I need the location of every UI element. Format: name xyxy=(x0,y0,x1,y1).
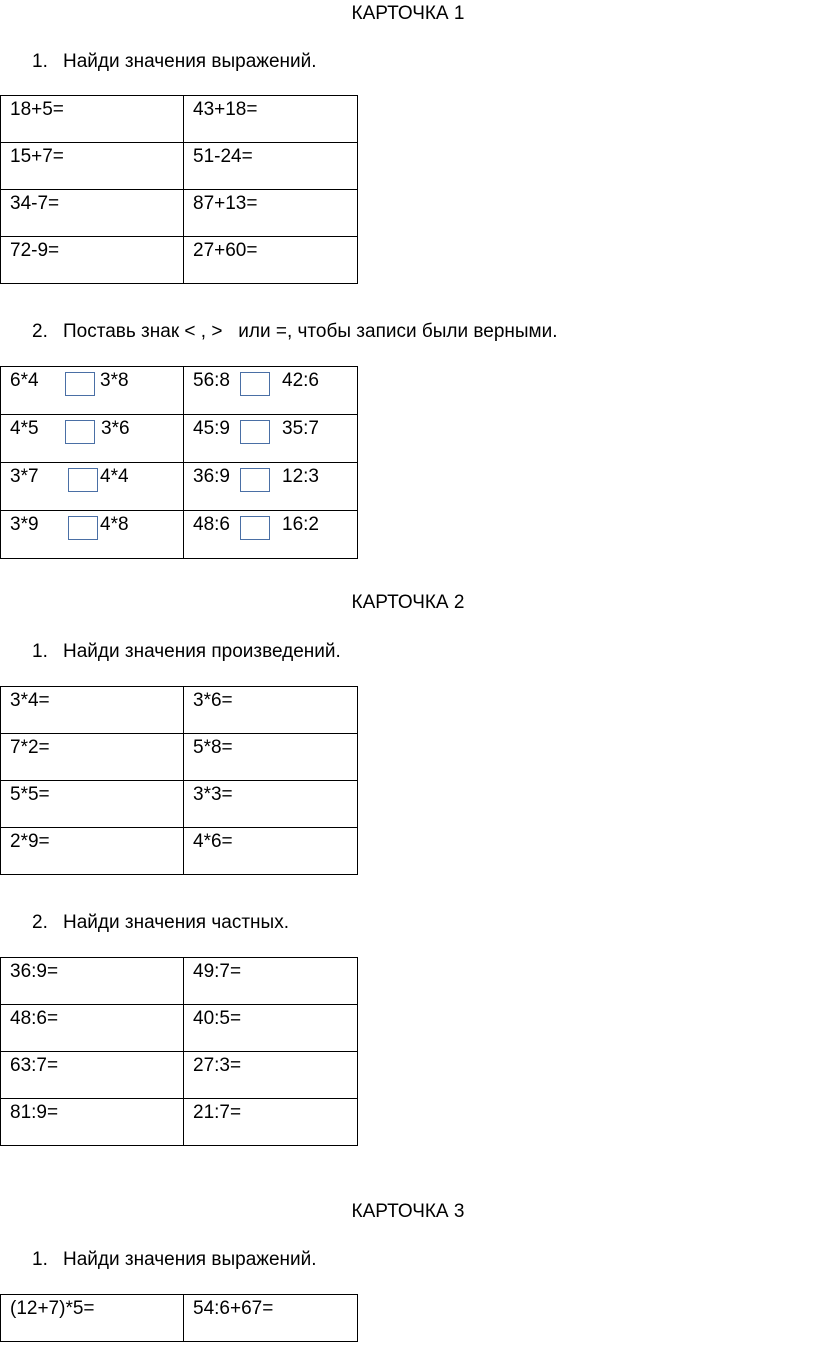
expression: 48:6= xyxy=(10,1008,59,1029)
answer-box[interactable] xyxy=(240,372,270,396)
expression: 5*5= xyxy=(10,784,50,805)
compare-left: 3*7 xyxy=(10,466,39,487)
compare-left: 36:9 xyxy=(193,466,230,487)
table-cell xyxy=(184,1099,358,1146)
table-cell xyxy=(1,1295,184,1342)
table-cell xyxy=(184,190,358,237)
card1-title: КАРТОЧКА 1 xyxy=(351,3,465,24)
expression: 27:3= xyxy=(193,1055,242,1076)
expression: 18+5= xyxy=(10,99,64,120)
table-cell xyxy=(1,415,184,463)
compare-right: 3*6 xyxy=(101,418,130,439)
compare-left: 4*5 xyxy=(10,418,39,439)
card2-task1-heading xyxy=(32,641,341,663)
task-text: Найди значения выражений. xyxy=(63,1249,317,1270)
table-cell xyxy=(184,1295,358,1342)
answer-box[interactable] xyxy=(240,516,270,540)
table-row xyxy=(1,687,358,734)
expression: 5*8= xyxy=(193,737,233,758)
answer-box[interactable] xyxy=(240,468,270,492)
table-row xyxy=(1,1005,358,1052)
table-cell xyxy=(184,96,358,143)
table-cell xyxy=(184,734,358,781)
table-cell xyxy=(1,367,184,415)
table-cell xyxy=(184,511,358,559)
table-cell xyxy=(1,734,184,781)
expression: 49:7= xyxy=(193,961,242,982)
expression: 3*6= xyxy=(193,690,233,711)
expression: 4*6= xyxy=(193,831,233,852)
compare-right: 4*8 xyxy=(100,514,129,535)
table-row xyxy=(1,367,358,415)
card2-products-table xyxy=(0,686,358,875)
task-text: Найди значения выражений. xyxy=(63,51,317,72)
table-row xyxy=(1,237,358,284)
expression: 36:9= xyxy=(10,961,59,982)
card1-task2-heading xyxy=(32,321,558,343)
expression: 21:7= xyxy=(193,1102,242,1123)
answer-box[interactable] xyxy=(240,420,270,444)
compare-left: 56:8 xyxy=(193,370,230,391)
table-cell xyxy=(184,1005,358,1052)
table-cell xyxy=(1,687,184,734)
table-row xyxy=(1,190,358,237)
table-cell xyxy=(184,463,358,511)
table-cell xyxy=(184,367,358,415)
table-row xyxy=(1,415,358,463)
expression: 40:5= xyxy=(193,1008,242,1029)
compare-right: 42:6 xyxy=(282,370,319,391)
table-cell xyxy=(1,463,184,511)
card2-title: КАРТОЧКА 2 xyxy=(351,592,465,613)
table-cell xyxy=(1,1005,184,1052)
task-text: Найди значения произведений. xyxy=(63,641,341,662)
table-row xyxy=(1,143,358,190)
card2-quotients-table xyxy=(0,957,358,1146)
table-cell xyxy=(1,96,184,143)
table-cell xyxy=(184,1052,358,1099)
card1-compare-table xyxy=(0,366,358,559)
task-text: Найди значения частных. xyxy=(63,912,289,933)
table-cell xyxy=(1,511,184,559)
table-cell xyxy=(184,687,358,734)
table-row xyxy=(1,1099,358,1146)
expression: 63:7= xyxy=(10,1055,59,1076)
table-cell xyxy=(184,415,358,463)
table-cell xyxy=(1,828,184,875)
expression: 81:9= xyxy=(10,1102,59,1123)
table-row xyxy=(1,828,358,875)
task-number: 1. xyxy=(32,1249,48,1270)
table-row xyxy=(1,781,358,828)
compare-left: 45:9 xyxy=(193,418,230,439)
task-number: 2. xyxy=(32,912,48,933)
card1-task1-heading xyxy=(32,51,317,73)
expression: 15+7= xyxy=(10,146,64,167)
table-cell xyxy=(184,828,358,875)
task-number: 2. xyxy=(32,321,48,342)
table-cell xyxy=(184,781,358,828)
card3-task1-heading xyxy=(32,1249,317,1271)
table-cell xyxy=(184,237,358,284)
task-number: 1. xyxy=(32,51,48,72)
expression: 34-7= xyxy=(10,193,60,214)
table-cell xyxy=(1,958,184,1005)
expression: 51-24= xyxy=(193,146,253,167)
table-cell xyxy=(184,958,358,1005)
answer-box[interactable] xyxy=(68,516,98,540)
expression: 72-9= xyxy=(10,240,60,261)
compare-right: 3*8 xyxy=(100,370,129,391)
task-text: Поставь знак < , > или =, чтобы записи были верными. xyxy=(63,321,558,342)
table-row xyxy=(1,958,358,1005)
table-row xyxy=(1,511,358,559)
table-cell xyxy=(1,1052,184,1099)
table-cell xyxy=(1,237,184,284)
table-cell xyxy=(184,143,358,190)
table-cell xyxy=(1,190,184,237)
table-row xyxy=(1,734,358,781)
compare-left: 48:6 xyxy=(193,514,230,535)
expression: 3*4= xyxy=(10,690,50,711)
expression: 43+18= xyxy=(193,99,258,120)
answer-box[interactable] xyxy=(65,372,95,396)
table-cell xyxy=(1,1099,184,1146)
expression: 87+13= xyxy=(193,193,258,214)
card2-task2-heading xyxy=(32,912,289,934)
compare-right: 35:7 xyxy=(282,418,319,439)
card1-expressions-table xyxy=(0,95,358,284)
table-row xyxy=(1,96,358,143)
compare-right: 12:3 xyxy=(282,466,319,487)
table-row xyxy=(1,1295,358,1342)
expression: 27+60= xyxy=(193,240,258,261)
expression: 7*2= xyxy=(10,737,50,758)
compare-right: 4*4 xyxy=(100,466,129,487)
card3-expressions-table xyxy=(0,1294,358,1342)
card3-title: КАРТОЧКА 3 xyxy=(351,1201,465,1222)
expression: 3*3= xyxy=(193,784,233,805)
expression: (12+7)*5= xyxy=(10,1298,95,1319)
compare-right: 16:2 xyxy=(282,514,319,535)
answer-box[interactable] xyxy=(65,420,95,444)
compare-left: 6*4 xyxy=(10,370,39,391)
expression: 54:6+67= xyxy=(193,1298,274,1319)
compare-left: 3*9 xyxy=(10,514,39,535)
expression: 2*9= xyxy=(10,831,50,852)
task-number: 1. xyxy=(32,641,48,662)
answer-box[interactable] xyxy=(68,468,98,492)
table-cell xyxy=(1,781,184,828)
table-cell xyxy=(1,143,184,190)
table-row xyxy=(1,463,358,511)
table-row xyxy=(1,1052,358,1099)
